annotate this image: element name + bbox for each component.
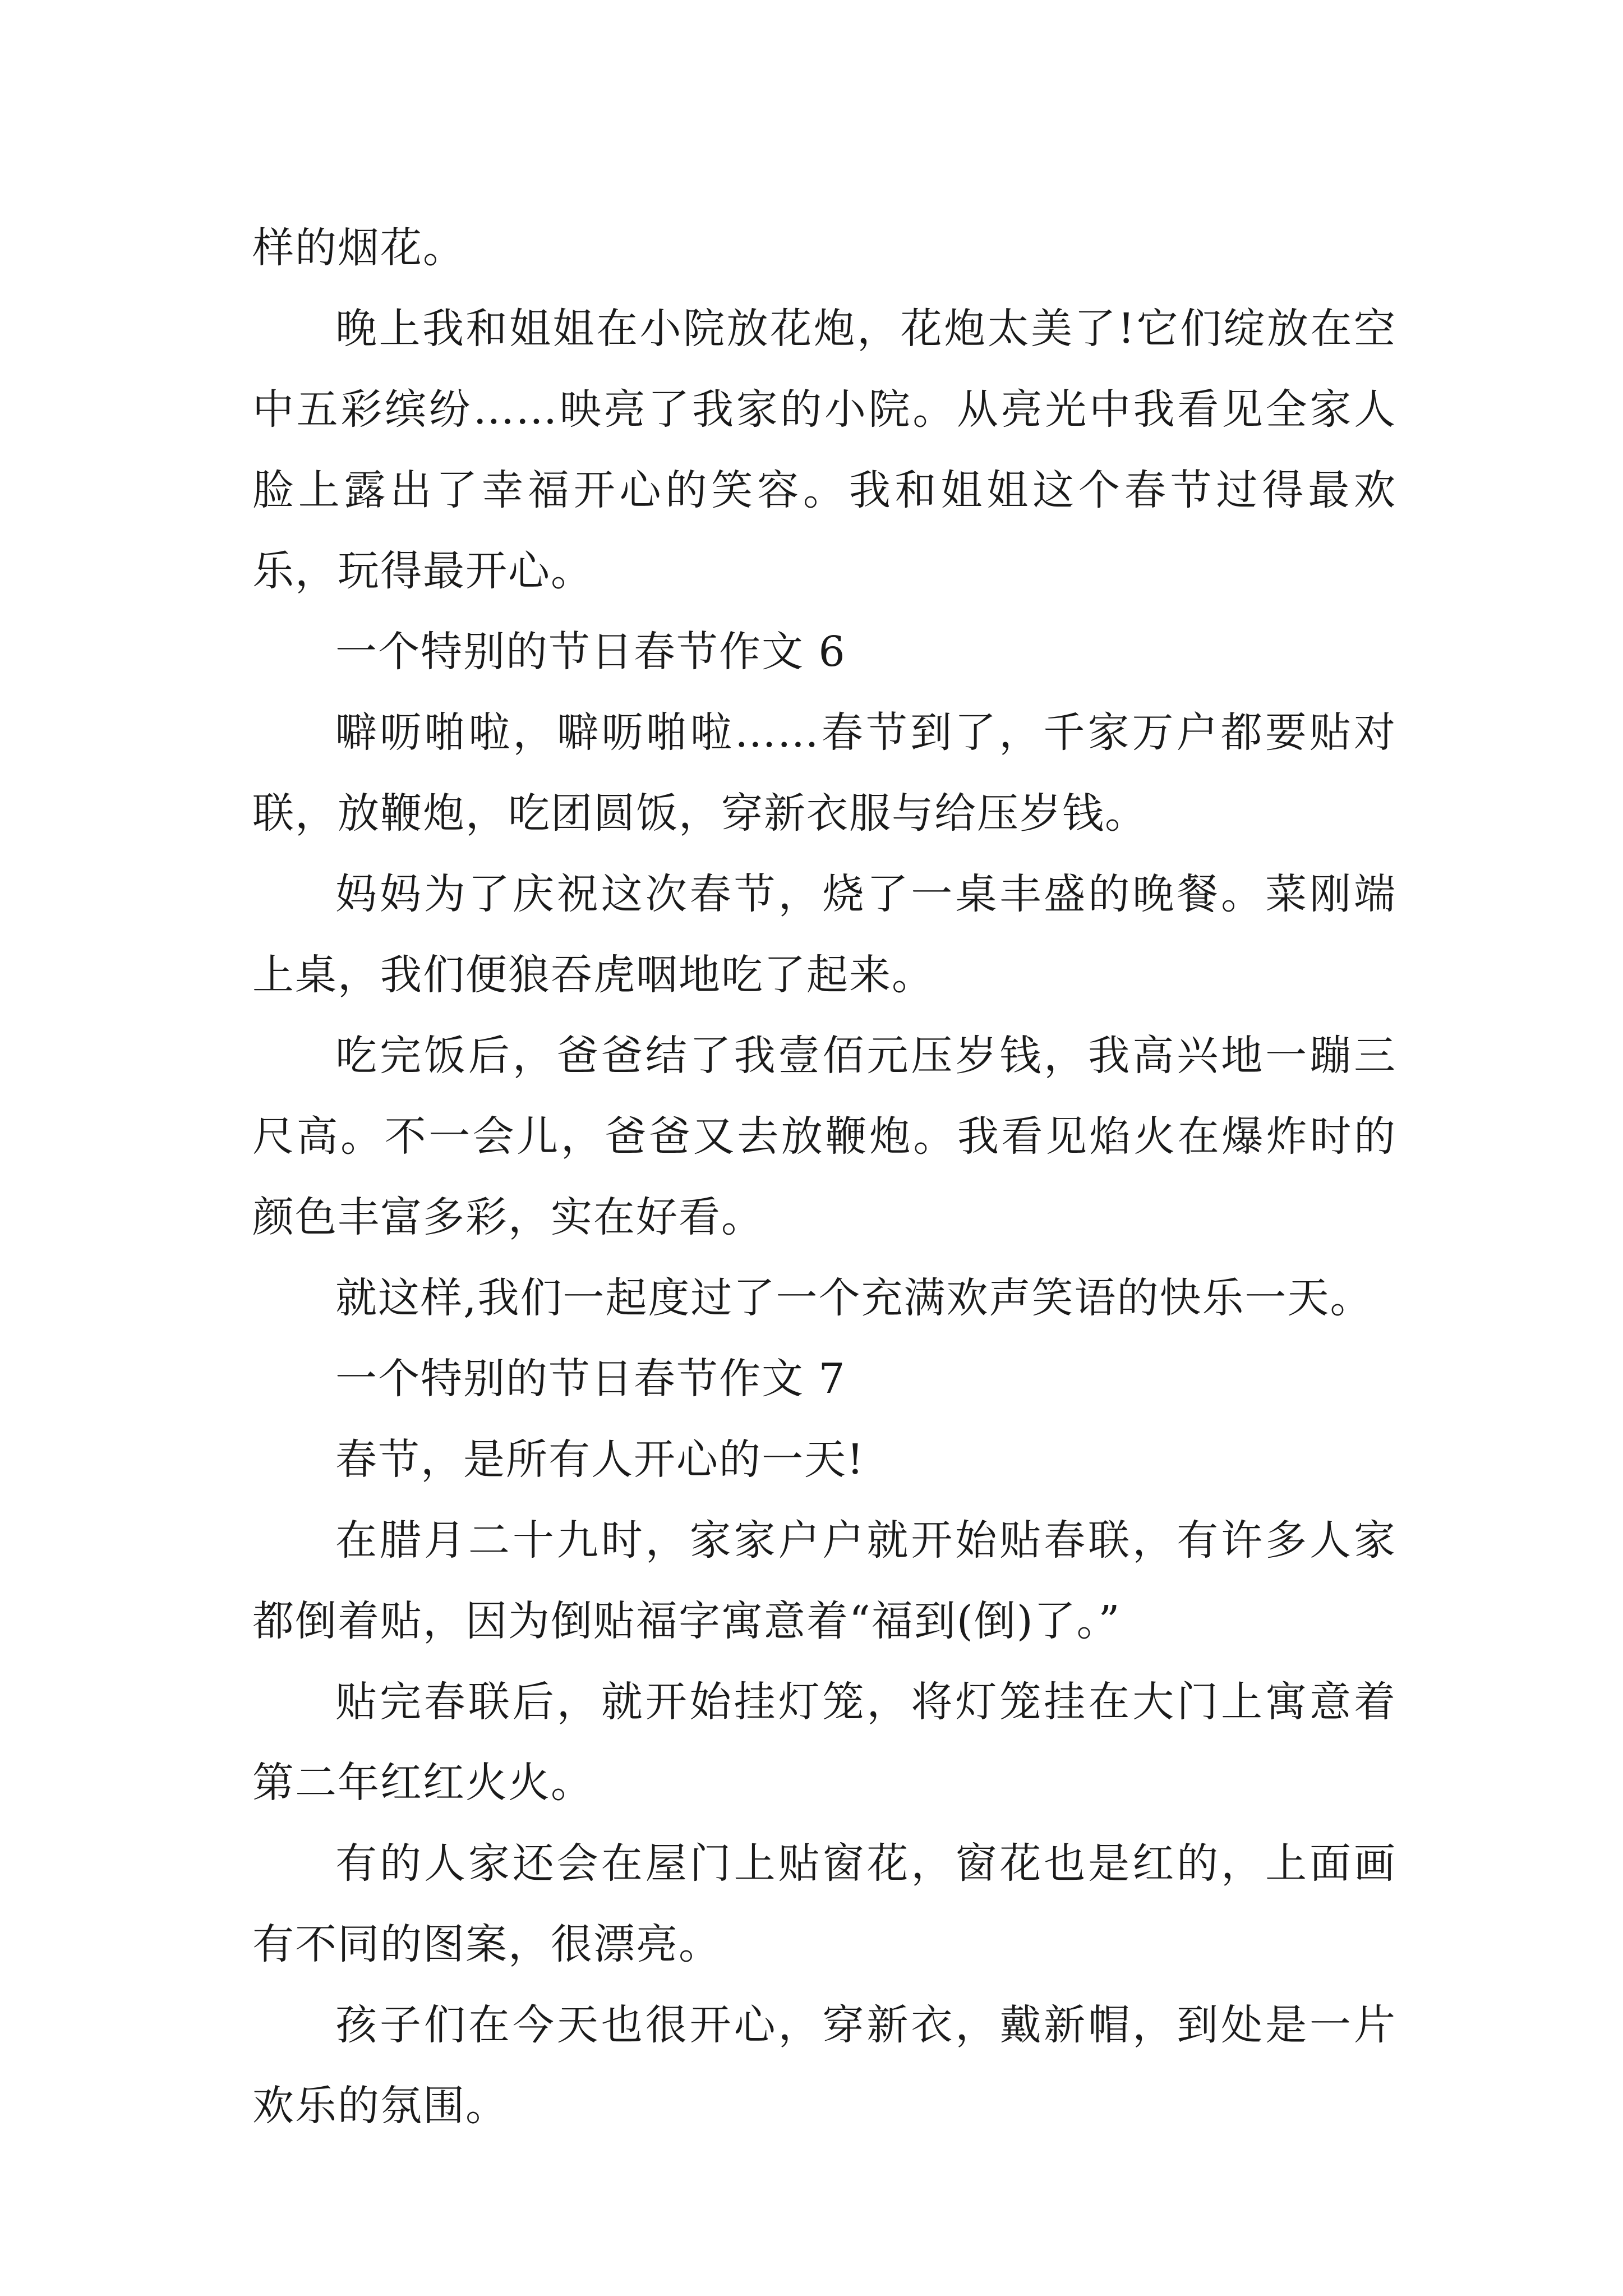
paragraph-children: 孩子们在今天也很开心，穿新衣，戴新帽，到处是一片欢乐的氛围。 bbox=[252, 2001, 1396, 2130]
paragraph-couplets: 在腊月二十九时，家家户户就开始贴春联，有许多人家都倒着贴，因为倒贴福字寓意着“福到(倒)了。” bbox=[252, 1516, 1396, 1645]
paragraph-red-envelope: 吃完饭后，爸爸结了我壹佰元压岁钱，我高兴地一蹦三尺高。不一会儿，爸爸又去放鞭炮。我看见焰火在爆炸时的颜色丰富多彩，实在好看。 bbox=[252, 1032, 1396, 1241]
paragraph-dinner: 妈妈为了庆祝这次春节，烧了一桌丰盛的晚餐。菜刚端上桌，我们便狼吞虎咽地吃了起来。 bbox=[252, 870, 1396, 999]
essay-heading-6: 一个特别的节日春节作文 6 bbox=[335, 628, 846, 676]
paragraph-fireworks: 晚上我和姐姐在小院放花炮，花炮太美了!它们绽放在空中五彩缤纷……映亮了我家的小院。从亮光中我看见全家人脸上露出了幸福开心的笑容。我和姐姐这个春节过得最欢乐，玩得最开心。 bbox=[252, 305, 1396, 595]
essay-heading-7: 一个特别的节日春节作文 7 bbox=[335, 1355, 846, 1403]
body-text bbox=[252, 208, 1396, 2146]
paragraph-continuation: 样的烟花。 bbox=[252, 224, 465, 272]
paragraph-lanterns: 贴完春联后，就开始挂灯笼，将灯笼挂在大门上寓意着第二年红红火火。 bbox=[252, 1678, 1396, 1807]
paragraph-spring-festival: 春节，是所有人开心的一天! bbox=[335, 1435, 865, 1484]
paragraph-firecrackers: 噼呖啪啦，噼呖啪啦……春节到了，千家万户都要贴对联，放鞭炮，吃团圆饭，穿新衣服与给压岁钱。 bbox=[252, 708, 1396, 838]
paragraph-happy-day: 就这样,我们一起度过了一个充满欢声笑语的快乐一天。 bbox=[335, 1274, 1373, 1322]
paragraph-window-flowers: 有的人家还会在屋门上贴窗花，窗花也是红的，上面画有不同的图案，很漂亮。 bbox=[252, 1839, 1396, 1968]
